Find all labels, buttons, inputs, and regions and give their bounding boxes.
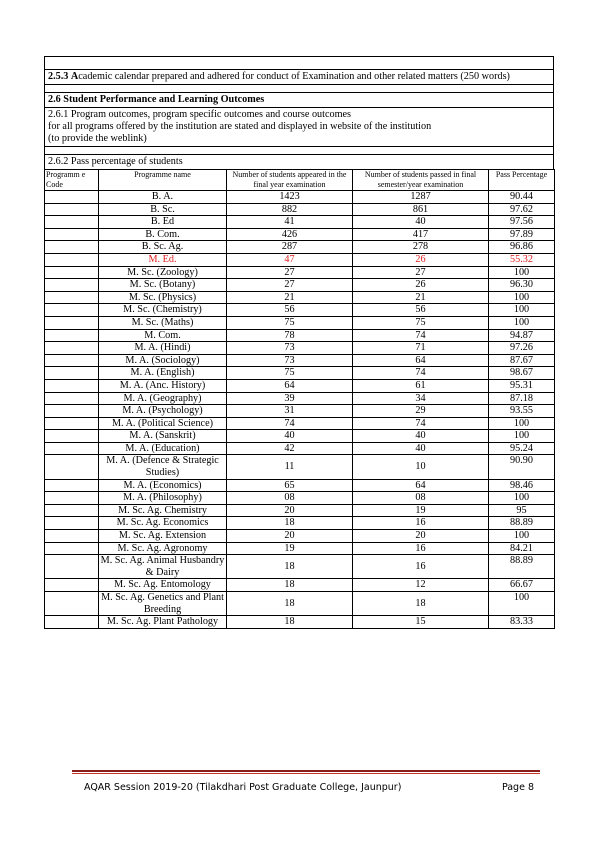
programme-name-cell: M. A. (Philosophy)	[99, 492, 227, 505]
footer-rule	[72, 770, 540, 772]
pass-percentage-cell: 96.86	[489, 241, 555, 254]
programme-name-cell: M. Sc. Ag. Extension	[99, 530, 227, 543]
appeared-cell: 20	[227, 504, 353, 517]
appeared-cell: 74	[227, 417, 353, 430]
programme-name-cell: M. Sc. Ag. Agronomy	[99, 542, 227, 555]
section-number: 2.5.3	[48, 71, 69, 82]
programme-code-cell	[45, 417, 99, 430]
table-row	[45, 504, 555, 517]
appeared-cell: 18	[227, 579, 353, 592]
footer-text: AQAR Session 2019-20 (Tilakdhari Post Graduate College, Jaunpur)	[84, 782, 402, 793]
programme-code-cell	[45, 479, 99, 492]
page-number: Page 8	[501, 782, 534, 793]
table-row	[45, 405, 555, 418]
passed-cell: 40	[353, 430, 489, 443]
footer-rule-thin	[72, 773, 540, 774]
programme-name-cell: M. A. (Geography)	[99, 392, 227, 405]
table-body	[45, 191, 555, 629]
programme-code-cell	[45, 542, 99, 555]
programme-code-cell	[45, 579, 99, 592]
pass-percentage-cell: 97.56	[489, 216, 555, 229]
pass-percentage-table	[44, 169, 555, 629]
appeared-cell: 39	[227, 392, 353, 405]
table-row	[45, 479, 555, 492]
programme-code-cell	[45, 492, 99, 505]
appeared-cell: 21	[227, 291, 353, 304]
passed-cell: 417	[353, 228, 489, 241]
table-header-row	[45, 170, 555, 191]
programme-code-cell	[45, 616, 99, 629]
pass-percentage-cell: 90.90	[489, 455, 555, 479]
programme-name-cell: M. A. (Anc. History)	[99, 379, 227, 392]
programme-name-cell: M. Sc. Ag. Economics	[99, 517, 227, 530]
blank-row	[44, 56, 554, 69]
appeared-cell: 75	[227, 367, 353, 380]
programme-name-cell: B. A.	[99, 191, 227, 204]
pass-percentage-cell: 87.67	[489, 354, 555, 367]
blank-row	[44, 146, 554, 154]
passed-cell: 74	[353, 367, 489, 380]
programme-code-cell	[45, 203, 99, 216]
programme-name-cell: M. Sc. Ag. Chemistry	[99, 504, 227, 517]
passed-cell: 10	[353, 455, 489, 479]
appeared-cell: 27	[227, 279, 353, 292]
passed-cell: 26	[353, 253, 489, 266]
pass-percentage-cell: 88.89	[489, 555, 555, 579]
appeared-cell: 75	[227, 316, 353, 329]
passed-cell: 74	[353, 329, 489, 342]
programme-code-cell	[45, 316, 99, 329]
programme-code-cell	[45, 367, 99, 380]
header-students-passed: Number of students passed in final semester/year examination	[353, 170, 489, 191]
section-2-6-1	[44, 107, 554, 146]
programme-name-cell: M. Sc. (Botany)	[99, 279, 227, 292]
section-text: cademic calendar prepared and adhered for conduct of Examination and other related matters (250 words)	[78, 71, 510, 82]
programme-code-cell	[45, 555, 99, 579]
table-row	[45, 367, 555, 380]
table-row	[45, 191, 555, 204]
passed-cell: 16	[353, 542, 489, 555]
pass-percentage-cell: 97.26	[489, 342, 555, 355]
section-2-6-heading: 2.6 Student Performance and Learning Outcomes	[44, 92, 554, 107]
pass-percentage-cell: 100	[489, 530, 555, 543]
pass-percentage-cell: 55.32	[489, 253, 555, 266]
programme-name-cell: M. Ed.	[99, 253, 227, 266]
programme-code-cell	[45, 329, 99, 342]
table-row	[45, 379, 555, 392]
pass-percentage-cell: 98.46	[489, 479, 555, 492]
programme-code-cell	[45, 291, 99, 304]
appeared-cell: 40	[227, 430, 353, 443]
pass-percentage-cell: 100	[489, 417, 555, 430]
passed-cell: 29	[353, 405, 489, 418]
appeared-cell: 18	[227, 592, 353, 616]
passed-cell: 1287	[353, 191, 489, 204]
table-row	[45, 430, 555, 443]
programme-name-cell: M. A. (Economics)	[99, 479, 227, 492]
passed-cell: 40	[353, 216, 489, 229]
passed-cell: 61	[353, 379, 489, 392]
programme-code-cell	[45, 405, 99, 418]
programme-code-cell	[45, 304, 99, 317]
programme-name-cell: M. Sc. Ag. Plant Pathology	[99, 616, 227, 629]
pass-percentage-cell: 100	[489, 291, 555, 304]
passed-cell: 20	[353, 530, 489, 543]
appeared-cell: 64	[227, 379, 353, 392]
appeared-cell: 287	[227, 241, 353, 254]
appeared-cell: 11	[227, 455, 353, 479]
pass-percentage-cell: 83.33	[489, 616, 555, 629]
passed-cell: 21	[353, 291, 489, 304]
appeared-cell: 42	[227, 442, 353, 455]
header-programme-code: Programm e Code	[45, 170, 99, 191]
appeared-cell: 65	[227, 479, 353, 492]
programme-name-cell: B. Com.	[99, 228, 227, 241]
header-students-appeared: Number of students appeared in the final year examination	[227, 170, 353, 191]
table-row	[45, 492, 555, 505]
passed-cell: 861	[353, 203, 489, 216]
pass-percentage-cell: 95.24	[489, 442, 555, 455]
passed-cell: 16	[353, 517, 489, 530]
blank-row	[44, 84, 554, 92]
pass-percentage-cell: 90.44	[489, 191, 555, 204]
passed-cell: 64	[353, 354, 489, 367]
pass-percentage-cell: 95	[489, 504, 555, 517]
passed-cell: 56	[353, 304, 489, 317]
table-row	[45, 542, 555, 555]
programme-name-cell: M. Sc. (Physics)	[99, 291, 227, 304]
programme-name-cell: M. Sc. (Chemistry)	[99, 304, 227, 317]
appeared-cell: 41	[227, 216, 353, 229]
table-row	[45, 291, 555, 304]
table-row	[45, 228, 555, 241]
table-row	[45, 579, 555, 592]
programme-code-cell	[45, 504, 99, 517]
appeared-cell: 426	[227, 228, 353, 241]
table-row	[45, 279, 555, 292]
page-footer	[84, 782, 534, 793]
section-line: for all programs offered by the institution are stated and displayed in website of the institution	[48, 121, 432, 132]
passed-cell: 34	[353, 392, 489, 405]
passed-cell: 74	[353, 417, 489, 430]
table-row	[45, 517, 555, 530]
passed-cell: 12	[353, 579, 489, 592]
programme-code-cell	[45, 241, 99, 254]
table-row	[45, 442, 555, 455]
programme-code-cell	[45, 530, 99, 543]
passed-cell: 27	[353, 266, 489, 279]
programme-name-cell: M. Sc. Ag. Genetics and Plant Breeding	[99, 592, 227, 616]
programme-name-cell: M. A. (Sanskrit)	[99, 430, 227, 443]
passed-cell: 26	[353, 279, 489, 292]
table-row	[45, 342, 555, 355]
appeared-cell: 1423	[227, 191, 353, 204]
programme-name-cell: B. Ed	[99, 216, 227, 229]
pass-percentage-cell: 93.55	[489, 405, 555, 418]
passed-cell: 15	[353, 616, 489, 629]
header-pass-percentage: Pass Percentage	[489, 170, 555, 191]
table-row	[45, 530, 555, 543]
header-programme-name: Programme name	[99, 170, 227, 191]
pass-percentage-cell: 100	[489, 592, 555, 616]
appeared-cell: 19	[227, 542, 353, 555]
programme-name-cell: M. Sc. (Maths)	[99, 316, 227, 329]
appeared-cell: 73	[227, 342, 353, 355]
passed-cell: 278	[353, 241, 489, 254]
appeared-cell: 20	[227, 530, 353, 543]
pass-percentage-cell: 95.31	[489, 379, 555, 392]
programme-name-cell: M. A. (Political Science)	[99, 417, 227, 430]
table-row	[45, 354, 555, 367]
programme-code-cell	[45, 266, 99, 279]
pass-percentage-cell: 88.89	[489, 517, 555, 530]
programme-name-cell: M. Sc. Ag. Entomology	[99, 579, 227, 592]
table-row	[45, 329, 555, 342]
programme-name-cell: M. Sc. (Zoology)	[99, 266, 227, 279]
programme-code-cell	[45, 430, 99, 443]
appeared-cell: 78	[227, 329, 353, 342]
programme-name-cell: M. A. (Psychology)	[99, 405, 227, 418]
passed-cell: 71	[353, 342, 489, 355]
programme-code-cell	[45, 592, 99, 616]
table-row	[45, 616, 555, 629]
programme-code-cell	[45, 442, 99, 455]
section-line: (to provide the weblink)	[48, 133, 147, 144]
pass-percentage-cell: 94.87	[489, 329, 555, 342]
programme-name-cell: M. A. (Sociology)	[99, 354, 227, 367]
programme-code-cell	[45, 455, 99, 479]
appeared-cell: 08	[227, 492, 353, 505]
pass-percentage-cell: 100	[489, 266, 555, 279]
pass-percentage-cell: 100	[489, 430, 555, 443]
programme-code-cell	[45, 279, 99, 292]
table-row	[45, 203, 555, 216]
programme-code-cell	[45, 253, 99, 266]
table-row	[45, 555, 555, 579]
appeared-cell: 882	[227, 203, 353, 216]
passed-cell: 64	[353, 479, 489, 492]
programme-name-cell: M. Com.	[99, 329, 227, 342]
programme-name-cell: M. A. (Hindi)	[99, 342, 227, 355]
appeared-cell: 18	[227, 555, 353, 579]
passed-cell: 19	[353, 504, 489, 517]
pass-percentage-cell: 87.18	[489, 392, 555, 405]
appeared-cell: 18	[227, 616, 353, 629]
programme-code-cell	[45, 216, 99, 229]
table-row	[45, 216, 555, 229]
section-2-5-3	[44, 69, 554, 84]
appeared-cell: 56	[227, 304, 353, 317]
programme-name-cell: M. Sc. Ag. Animal Husbandry & Dairy	[99, 555, 227, 579]
table-row	[45, 241, 555, 254]
pass-percentage-cell: 96.30	[489, 279, 555, 292]
pass-percentage-cell: 97.62	[489, 203, 555, 216]
table-row	[45, 304, 555, 317]
table-row	[45, 316, 555, 329]
programme-code-cell	[45, 354, 99, 367]
programme-code-cell	[45, 517, 99, 530]
table-row	[45, 417, 555, 430]
appeared-cell: 31	[227, 405, 353, 418]
section-2-6-2-title: 2.6.2 Pass percentage of students	[44, 154, 554, 169]
programme-name-cell: B. Sc.	[99, 203, 227, 216]
programme-code-cell	[45, 392, 99, 405]
passed-cell: 75	[353, 316, 489, 329]
appeared-cell: 47	[227, 253, 353, 266]
pass-percentage-cell: 84.21	[489, 542, 555, 555]
table-row	[45, 592, 555, 616]
section-initial: A	[70, 71, 79, 82]
passed-cell: 16	[353, 555, 489, 579]
pass-percentage-cell: 97.89	[489, 228, 555, 241]
table-row	[45, 266, 555, 279]
programme-name-cell: M. A. (Education)	[99, 442, 227, 455]
pass-percentage-cell: 66.67	[489, 579, 555, 592]
table-row	[45, 253, 555, 266]
programme-code-cell	[45, 379, 99, 392]
appeared-cell: 18	[227, 517, 353, 530]
section-line: 2.6.1 Program outcomes, program specific outcomes and course outcomes	[48, 109, 351, 120]
appeared-cell: 27	[227, 266, 353, 279]
programme-code-cell	[45, 342, 99, 355]
pass-percentage-cell: 100	[489, 316, 555, 329]
programme-code-cell	[45, 191, 99, 204]
pass-percentage-cell: 100	[489, 492, 555, 505]
appeared-cell: 73	[227, 354, 353, 367]
programme-name-cell: M. A. (English)	[99, 367, 227, 380]
programme-name-cell: M. A. (Defence & Strategic Studies)	[99, 455, 227, 479]
document-body	[44, 56, 554, 629]
passed-cell: 18	[353, 592, 489, 616]
programme-code-cell	[45, 228, 99, 241]
programme-name-cell: B. Sc. Ag.	[99, 241, 227, 254]
pass-percentage-cell: 100	[489, 304, 555, 317]
pass-percentage-cell: 98.67	[489, 367, 555, 380]
passed-cell: 40	[353, 442, 489, 455]
table-row	[45, 392, 555, 405]
passed-cell: 08	[353, 492, 489, 505]
table-row	[45, 455, 555, 479]
